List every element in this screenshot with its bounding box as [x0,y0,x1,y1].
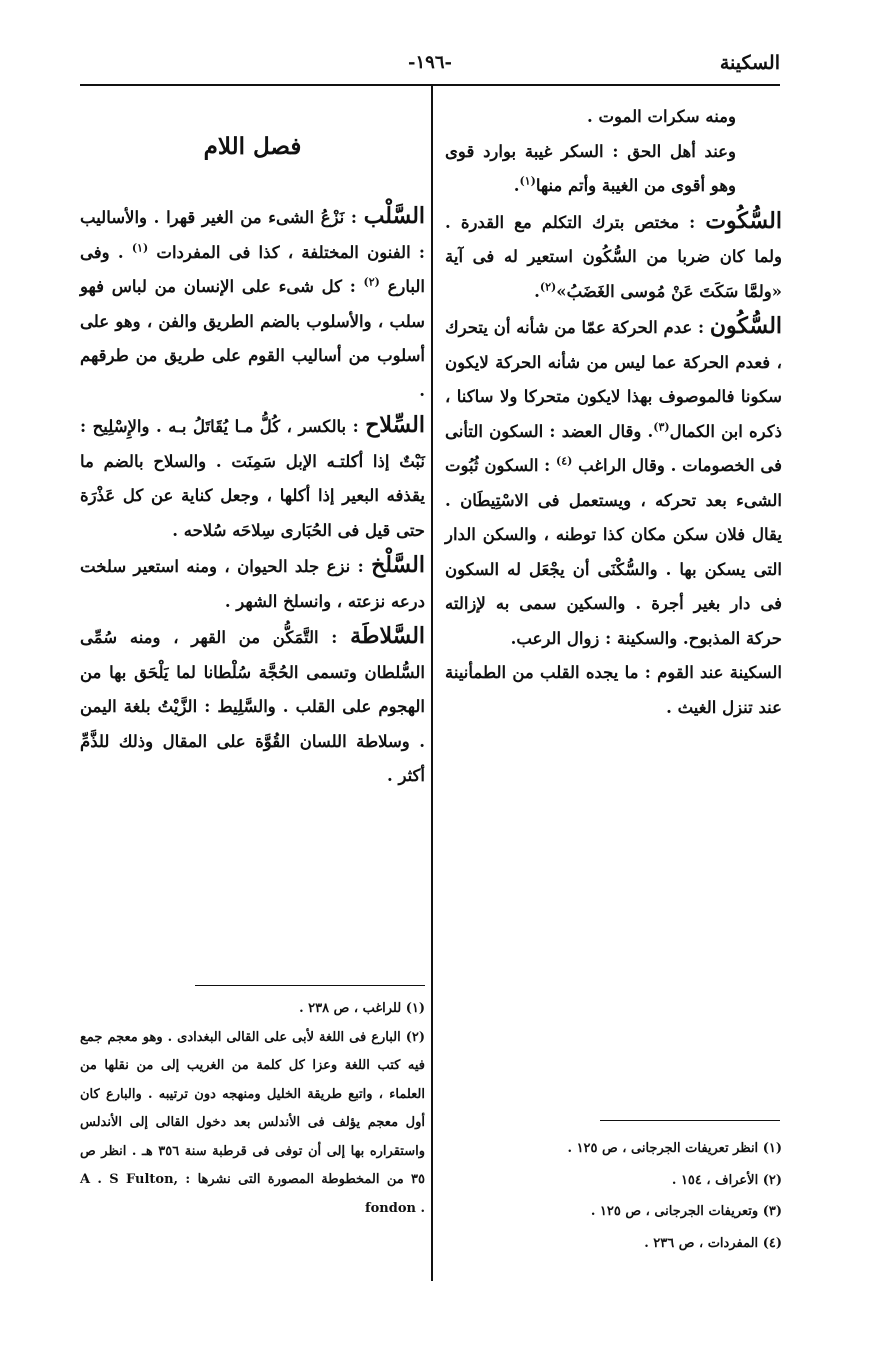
footnotes-right [445,1133,782,1259]
section-title: فصل اللام [203,133,302,160]
entry-sukun: السُّكُون : عدم الحركة عمّا من شأنه أن يتحرك ، فعدم الحركة عما ليس من شأنه الحركة لايكون سكونا فالموصوف بهذا لايكون متحركا ولا ساكنا ، ذكره ابن الكمال$^{(٣)}$. وقال العضد : السكون التأنى فى الخصومات . وقال الراغب $^{(٤)}$ : السكون ثُبُوت الشىء بعد تحركه ، ويستعمل فى الاسْتِيطَان . يقال فلان سكن مكان كذا توطنه ، والسكن الدار التى يسكن بها . والسُّكْنَى أن يجْعَل له السكون فى دار بغير أجرة . والسكين سمى به لإزالته حركة المذبوح. والسكينة : زوال الرعب. [445,309,782,656]
footnote: (٢) البارع فى اللغة لأبى على القالى البغدادى . وهو معجم جمع فيه كتب اللغة وعزا كل كلمة من الغريب إلى من نقلها من العلماء ، واتبع طريقة الخليل ومنهجه دون ترتيبه . والبارع كان أول معجم يؤلف فى الأندلس بعد دخول القالى إلى الأندلس واستقراره بها إلى أن توفى فى قرطبة سنة ٣٥٦ هـ . انظر ص ٣٥ من المخطوطة المصورة التى نشرها : A . S Fulton, fondon . [80,1029,425,1216]
footnote-rule-right [600,1120,780,1121]
column-divider [431,86,433,1281]
footnote: (٤) المفردات ، ص ٢٣٦ . [644,1235,782,1251]
entry-headword: السُّكُوت [705,207,782,234]
footnote-ref: (٣) [653,420,670,433]
footnote-ref: (٤) [556,454,573,468]
paragraph: السكينة عند القوم : ما يجده القلب من الطمأنينة عند تنزل الغيث . [445,663,782,717]
entry-headword: السَّلْب [363,203,426,229]
footnote-rule-left [195,985,425,986]
entry-salkh: السَّلْخ : نزع جلد الحيوان ، ومنه استعير سلخت درعه نزعته ، وانسلخ الشهر . [80,548,425,619]
page-number: -١٩٦- [408,52,452,73]
entry-headword: السُّكُون [709,313,783,339]
footnote-latin-text: A . S Fulton, fondon . [80,1172,425,1216]
entry-sukut: السُّكُوت : مختص بترك التكلم مع القدرة . ولما كان ضربا من السُّكُون استعير له فى آية «ولمَّا سَكَتَ عَنْ مُوسى الغَضَبُ»$^{(٢)}$. [445,204,782,310]
footnote-ref: (٢) [539,280,557,293]
entry-headword: السَّلاطَة [350,623,426,649]
footnote-ref: (٢) [363,275,380,289]
entry-salb: السَّلْب : نَزْعُ الشىء من الغير قهرا . والأساليب : الفنون المختلفة ، كذا فى المفردات $^{(١)}$ . وفى البارع $^{(٢)}$ : كل شىء على الإنسان من لباس فهو سلب ، والأسلوب بالضم الطريق والفن ، وهو على أسلوب من أساليب القوم على طريق من طرقهم . [80,199,425,408]
entry-headword: السِّلاح [365,412,425,438]
page-header [80,52,780,84]
running-head: السكينة [719,52,780,74]
footnotes-left [80,995,425,1223]
footnote: (١) انظر تعريفات الجرجانى ، ص ١٢٥ . [567,1141,782,1156]
entry-salata: السَّلاطَة : التَّمَكُّن من القهر ، ومنه سُمِّى السُّلطان وتسمى الحُجَّة سُلْطانا لما يَلْحَق بها من الهجوم على القلب . والسَّلِيط : الزَّيْتُ بلغة اليمن . وسلاطة اللسان القُوَّة على المقال وذلك للذَّمِّ أكثر . [80,619,425,794]
footnote-ref: (١) [519,174,536,188]
paragraph: وعند أهل الحق : السكر غيبة بوارد قوى وهو أقوى من الغيبة وأتم منها$^{(١)}$. [445,141,736,195]
footnote-ref: (١) [131,241,149,254]
footnote: (٣) وتعريفات الجرجانى ، ص ١٢٥ . [590,1204,782,1219]
footnote: (١) للراغب ، ص ٢٣٨ . [299,1001,425,1016]
left-column [80,100,425,794]
entry-silah: السِّلاح : بالكسر ، كُلُّ مـا يُقَاتَلُ بـه . والإِسْلِيح : نَبْتٌ إذا أكلتـه الإبل سَمِنَت . والسلاح بالضم ما يقذفه البعير إذا أكلها ، وجعل كناية عن كل عَذْرَة حتى قيل فى الحُبَارى سِلاحَه سُلاحه . [80,408,425,548]
right-column [445,100,782,725]
header-rule [80,84,780,86]
paragraph: ومنه سكرات الموت . [587,107,736,126]
footnote: (٢) الأعراف ، ١٥٤ . [671,1172,782,1188]
entry-headword: السَّلْخ [371,552,425,578]
